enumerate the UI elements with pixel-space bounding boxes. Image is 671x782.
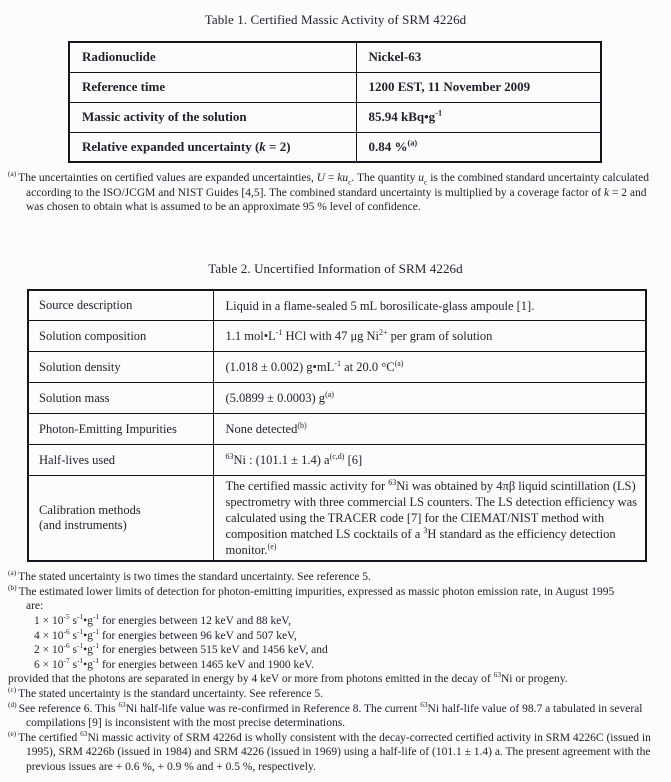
footnote-b [8, 585, 665, 614]
footnote-marker: (a) [8, 169, 17, 179]
table2-row-value: The certified massic activity for $^{63}$Ni was obtained by 4πβ liquid scintillation (LS) spectrometry with three commercial LS counters. The LS detection efficiency was calculated using the TRACER code [7] for the CIEMAT/NIST method with composition matched LS cocktails of a $^3$H standard as the efficiency detection monitor.$^{(e)}$ [213, 476, 646, 562]
footnote-text: The estimated lower limits of detection for photon-emitting impurities, expressed as massic photon emission rate, in August 1995 are: [18, 585, 615, 613]
footnote-text: The stated uncertainty is two times the standard uncertainty. See reference 5. [18, 571, 371, 584]
table1-row-label: Massic activity of the solution [69, 102, 356, 132]
table-row [28, 476, 646, 562]
footnote-a [8, 570, 665, 585]
table2-row-label: Source description [28, 290, 213, 321]
table-row [69, 42, 601, 72]
table-row [28, 321, 646, 352]
table1-row-value: 0.84 %$^{(a)}$ [356, 132, 601, 162]
table1-row-label: Relative expanded uncertainty (k = 2) [69, 132, 356, 162]
table2-row-value: None detected$^{(b)}$ [213, 414, 646, 445]
table2-row-label: Half-lives used [28, 445, 213, 476]
footnote-text: The uncertainties on certified values are expanded uncertainties, $U = ku_c$. The quantity $u_c$ is the combined standard uncertainty calculated according to the ISO/JCGM and NIST Guides [4,5]. The combined standard uncertainty is multiplied by a coverage factor of k = 2 and was chosen to obtain what is assumed to be an approximate 95 % level of confidence. [18, 172, 649, 214]
footnote-d [8, 699, 665, 731]
footnote-marker: (c) [8, 685, 17, 695]
table2-row-value: (5.0899 ± 0.0003) $g^{(a)}$ [213, 383, 646, 414]
table1-footnotes [8, 171, 665, 215]
footnote-a-table1 [8, 171, 665, 215]
table2-row-value: 1.1 $mol•L^{-1}$ HCl with 47 μg $Ni^{2+}$ per gram of solution [213, 321, 646, 352]
table1-row-value: 85.94 $kBq•g^{-1}$ [356, 102, 601, 132]
table-row [28, 414, 646, 445]
table-row [69, 102, 601, 132]
table2-row-label: Calibration methods (and instruments) [28, 476, 213, 562]
table1-row-label: Radionuclide [69, 42, 356, 72]
table-row [28, 383, 646, 414]
table2-row-label: Solution density [28, 352, 213, 383]
table2-uncertified-information [27, 289, 647, 563]
table2-footnotes [8, 570, 665, 774]
footnote-b-limit-line: $1 \times 10^{-5}$ $s^{-1}•g^{-1}$ for energies between 12 keV and 88 keV, [34, 612, 291, 628]
table-row [69, 132, 601, 162]
table2-row-label: Solution mass [28, 383, 213, 414]
table2-row-value: $^{63}$Ni : (101.1 ± 1.4) $a^{(c,d)}$ [6] [213, 445, 646, 476]
table1-row-value: Nickel-63 [356, 42, 601, 72]
table-row [28, 352, 646, 383]
table2-row-value: (1.018 ± 0.002) $g•mL^{-1}$ at 20.0 $^\circ C^{(a)}$ [213, 352, 646, 383]
footnote-e [8, 728, 665, 775]
footnote-text: The stated uncertainty is the standard uncertainty. See reference 5. [18, 688, 324, 701]
table-row [69, 72, 601, 102]
footnote-b-continuation: provided that the photons are separated in energy by 4 keV or more from photons emitted in the decay of $^{63}$Ni or progeny. [8, 670, 568, 686]
table2-row-label: Photon-Emitting Impurities [28, 414, 213, 445]
table-row [28, 445, 646, 476]
footnote-marker: (d) [8, 699, 17, 709]
table2-row-value: Liquid in a flame-sealed 5 mL borosilicate-glass ampoule [1]. [213, 290, 646, 321]
table1-certified-massic-activity [68, 41, 602, 163]
footnote-b-limit-line: $4 \times 10^{-6}$ $s^{-1}•g^{-1}$ for energies between 96 keV and 507 keV, [34, 626, 297, 642]
footnote-text: The certified $^{63}$Ni massic activity of SRM 4226d is wholly consistent with the decay-corrected certified activity in SRM 4226C (issued in 1995), SRM 4226b (issued in 1984) and SRM 4226 (issued in 1969) using a half-life of (101.1 ± 1.4) a. The present agreement with the previous issues are + 0.6 %, + 0.9 % and + 0.5 %, respectively. [18, 728, 651, 773]
footnote-marker: (b) [8, 583, 17, 593]
footnote-marker: (e) [8, 728, 17, 738]
footnote-b-limit-line: $6 \times 10^{-7}$ $s^{-1}•g^{-1}$ for energies between 1465 keV and 1900 keV. [34, 656, 314, 671]
table1-title: Table 1. Certified Massic Activity of SRM 4226d [204, 12, 467, 27]
table1-row-value: 1200 EST, 11 November 2009 [356, 72, 601, 102]
footnote-marker: (a) [8, 568, 17, 578]
table2-row-label: Solution composition [28, 321, 213, 352]
footnote-b-limit-line: $2 \times 10^{-6}$ $s^{-1}•g^{-1}$ for energies between 515 keV and 1456 keV, and [34, 641, 328, 657]
table-row [28, 290, 646, 321]
footnote-text: See reference 6. This $^{63}$Ni half-life value was re-confirmed in Reference 8. The current $^{63}$Ni half-life value of 98.7 a tabulated in several compilations [9] is inconsistent with the most precise determinations. [18, 699, 643, 730]
table1-row-label: Reference time [69, 72, 356, 102]
table2-title: Table 2. Uncertified Information of SRM 4226d [208, 260, 463, 276]
footnote-c [8, 687, 665, 702]
